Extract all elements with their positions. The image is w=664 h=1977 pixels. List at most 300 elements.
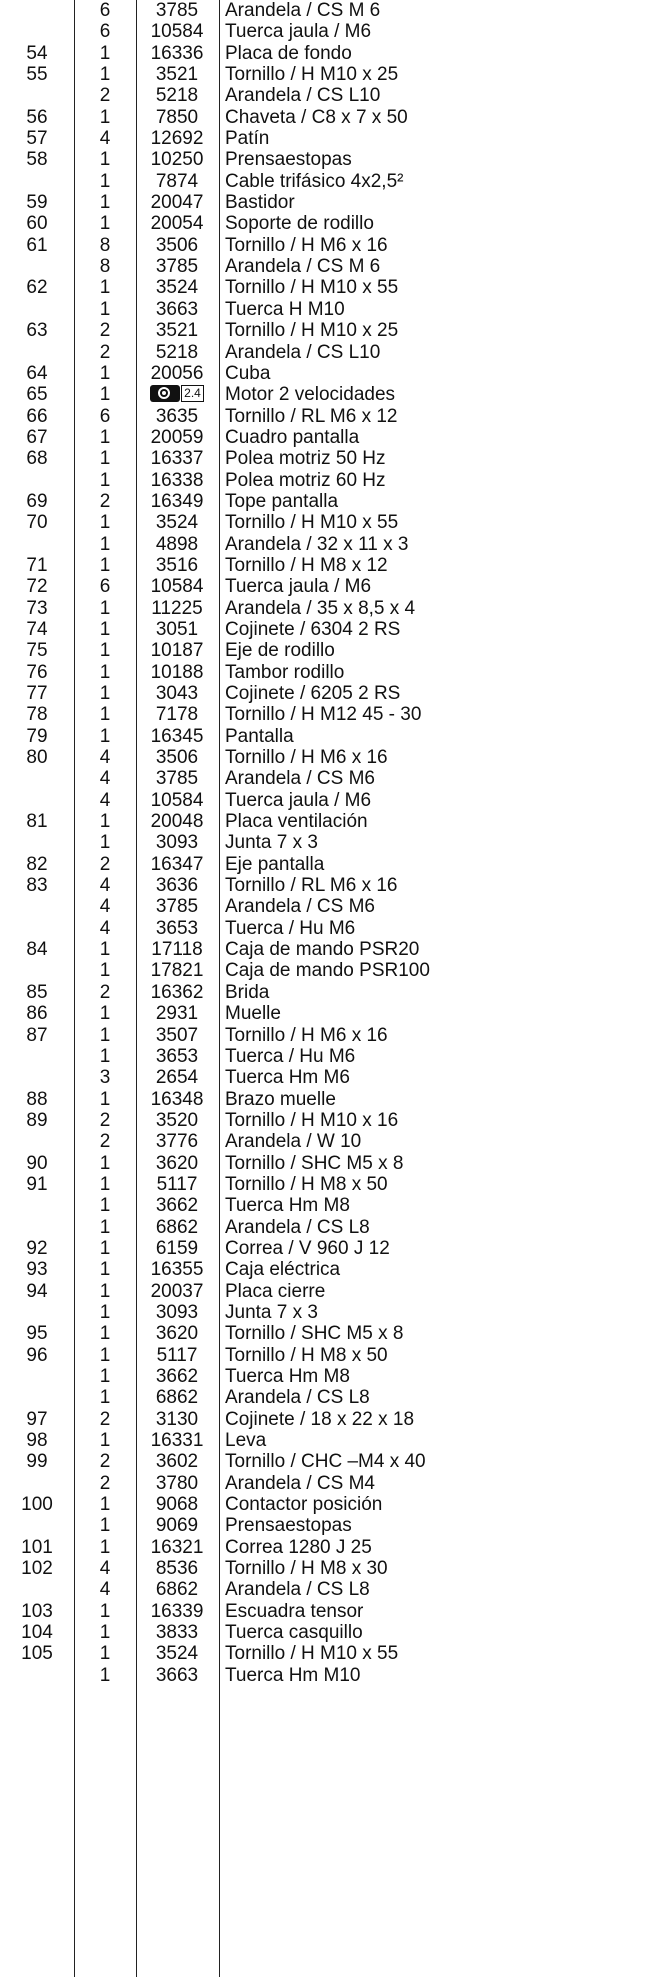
description: Cuadro pantalla xyxy=(225,426,360,448)
reference: 7178 xyxy=(155,704,199,726)
description: Tornillo / H M10 x 55 xyxy=(225,512,399,534)
table-row xyxy=(0,1174,664,1195)
table-row xyxy=(0,43,664,64)
reference: 2931 xyxy=(155,1003,199,1025)
description: Tornillo / H M6 x 16 xyxy=(225,747,388,769)
reference: 3776 xyxy=(155,1131,199,1153)
quantity: 1 xyxy=(99,1430,111,1452)
reference: 10584 xyxy=(150,21,204,43)
description: Correa 1280 J 25 xyxy=(225,1536,372,1558)
description: Arandela / 35 x 8,5 x 4 xyxy=(225,597,416,619)
description: Tornillo / H M10 x 55 xyxy=(225,1643,399,1665)
quantity: 1 xyxy=(99,277,111,299)
quantity: 4 xyxy=(99,747,111,769)
table-row xyxy=(0,427,664,448)
quantity: 1 xyxy=(99,149,111,171)
description: Leva xyxy=(225,1430,267,1452)
table-row xyxy=(0,1003,664,1024)
reference: 2654 xyxy=(155,1067,199,1089)
description: Bastidor xyxy=(225,192,295,214)
quantity: 1 xyxy=(99,640,111,662)
description: Tuerca Hm M8 xyxy=(225,1366,350,1387)
table-row xyxy=(0,1665,664,1686)
table-row xyxy=(0,213,664,234)
table-row xyxy=(0,107,664,128)
item-number: 83 xyxy=(26,875,48,897)
item-number: 95 xyxy=(26,1323,48,1345)
reference: 5218 xyxy=(155,341,199,363)
quantity: 1 xyxy=(99,42,111,64)
reference: 3051 xyxy=(155,618,199,640)
table-row xyxy=(0,64,664,85)
reference: 10188 xyxy=(150,661,204,683)
reference: 3635 xyxy=(155,405,199,427)
reference: 20047 xyxy=(150,192,204,214)
table-row xyxy=(0,918,664,939)
table-row xyxy=(0,1345,664,1366)
reference: 20056 xyxy=(150,362,204,384)
table-row xyxy=(0,1046,664,1067)
table-row xyxy=(0,448,664,469)
description: Patín xyxy=(225,128,270,150)
item-number: 69 xyxy=(26,490,48,512)
reference: 16355 xyxy=(150,1259,204,1281)
description: Tuerca jaula / M6 xyxy=(225,21,372,43)
item-number: 99 xyxy=(26,1451,48,1473)
reference: 20054 xyxy=(150,213,204,235)
reference: 3506 xyxy=(155,747,199,769)
section-code: 2.4 xyxy=(181,385,204,402)
quantity: 2 xyxy=(99,1451,111,1473)
item-number: 101 xyxy=(21,1536,53,1558)
quantity: 1 xyxy=(99,1366,111,1387)
table-row xyxy=(0,256,664,277)
item-number: 75 xyxy=(26,640,48,662)
reference: 16331 xyxy=(150,1430,204,1452)
reference: 3785 xyxy=(155,0,199,21)
quantity: 8 xyxy=(99,256,111,278)
quantity: 1 xyxy=(99,704,111,726)
item-number: 90 xyxy=(26,1152,48,1174)
reference: 3524 xyxy=(155,512,199,534)
table-row xyxy=(0,128,664,149)
reference: 16345 xyxy=(150,725,204,747)
item-number: 89 xyxy=(26,1109,48,1131)
reference-see-section xyxy=(150,383,204,404)
table-row xyxy=(0,299,664,320)
quantity: 4 xyxy=(99,917,111,939)
reference: 3653 xyxy=(155,917,199,939)
quantity: 1 xyxy=(99,533,111,555)
quantity: 4 xyxy=(99,768,111,790)
description: Escuadra tensor xyxy=(225,1600,364,1622)
reference: 4898 xyxy=(155,533,199,555)
table-row xyxy=(0,342,664,363)
reference: 3524 xyxy=(155,1643,199,1665)
reference: 16362 xyxy=(150,981,204,1003)
quantity: 1 xyxy=(99,1643,111,1665)
item-number: 55 xyxy=(26,64,48,86)
description: Tornillo / H M12 45 - 30 xyxy=(225,704,422,726)
item-number: 58 xyxy=(26,149,48,171)
table-row xyxy=(0,21,664,42)
description: Tornillo / H M10 x 16 xyxy=(225,1109,399,1131)
quantity: 8 xyxy=(99,234,111,256)
item-number: 59 xyxy=(26,192,48,214)
quantity: 2 xyxy=(99,1408,111,1430)
reference: 3833 xyxy=(155,1622,199,1644)
description: Tuerca / Hu M6 xyxy=(225,1045,356,1067)
description: Tornillo / RL M6 x 16 xyxy=(225,875,398,897)
item-number: 84 xyxy=(26,939,48,961)
reference: 7850 xyxy=(155,106,199,128)
description: Arandela / CS L10 xyxy=(225,85,381,107)
item-number: 87 xyxy=(26,1024,48,1046)
table-row xyxy=(0,811,664,832)
table-row xyxy=(0,896,664,917)
table-row xyxy=(0,1494,664,1515)
description: Arandela / CS M 6 xyxy=(225,0,381,21)
item-number: 97 xyxy=(26,1408,48,1430)
table-row xyxy=(0,1473,664,1494)
description: Correa / V 960 J 12 xyxy=(225,1237,390,1259)
item-number: 93 xyxy=(26,1259,48,1281)
reference: 16349 xyxy=(150,490,204,512)
reference: 6862 xyxy=(155,1579,199,1601)
description: Cojinete / 6304 2 RS xyxy=(225,618,401,640)
description: Arandela / CS M6 xyxy=(225,768,375,790)
quantity: 3 xyxy=(99,1067,111,1089)
table-row xyxy=(0,171,664,192)
reference: 3520 xyxy=(155,1109,199,1131)
reference: 17821 xyxy=(150,960,204,982)
description: Polea motriz 60 Hz xyxy=(225,469,386,491)
description: Caja de mando PSR20 xyxy=(225,939,420,961)
reference: 16348 xyxy=(150,1088,204,1110)
table-row xyxy=(0,854,664,875)
item-number: 68 xyxy=(26,448,48,470)
item-number: 56 xyxy=(26,106,48,128)
description: Muelle xyxy=(225,1003,281,1025)
reference xyxy=(136,384,218,405)
description: Prensaestopas xyxy=(225,149,352,171)
quantity: 1 xyxy=(99,298,111,320)
quantity: 1 xyxy=(99,384,111,406)
reference: 8536 xyxy=(155,1558,199,1580)
description: Tuerca jaula / M6 xyxy=(225,576,372,598)
table-row xyxy=(0,576,664,597)
quantity: 1 xyxy=(99,939,111,961)
table-row xyxy=(0,1259,664,1280)
item-number: 76 xyxy=(26,661,48,683)
table-row xyxy=(0,1622,664,1643)
item-number: 88 xyxy=(26,1088,48,1110)
reference: 10584 xyxy=(150,789,204,811)
description: Tope pantalla xyxy=(225,490,339,512)
table-row xyxy=(0,1643,664,1664)
description: Tuerca H M10 xyxy=(225,298,345,320)
description: Eje pantalla xyxy=(225,853,325,875)
reference: 3663 xyxy=(155,1664,199,1686)
table-row xyxy=(0,384,664,405)
item-number: 61 xyxy=(26,234,48,256)
item-number: 102 xyxy=(21,1558,53,1580)
quantity: 1 xyxy=(99,1173,111,1195)
quantity: 1 xyxy=(99,170,111,192)
description: Arandela / CS L10 xyxy=(225,341,381,363)
item-number: 81 xyxy=(26,811,48,833)
table-row xyxy=(0,1238,664,1259)
quantity: 2 xyxy=(99,853,111,875)
quantity: 1 xyxy=(99,1494,111,1516)
description: Arandela / CS L8 xyxy=(225,1216,370,1238)
reference: 3043 xyxy=(155,683,199,704)
reference: 3785 xyxy=(155,896,199,918)
description: Caja eléctrica xyxy=(225,1259,341,1281)
description: Placa ventilación xyxy=(225,811,368,833)
table-row xyxy=(0,704,664,725)
item-number: 105 xyxy=(21,1643,53,1665)
reference: 9069 xyxy=(155,1515,199,1537)
reference: 3093 xyxy=(155,1301,199,1323)
quantity: 4 xyxy=(99,1558,111,1580)
quantity: 6 xyxy=(99,0,111,21)
table-row xyxy=(0,534,664,555)
table-row xyxy=(0,235,664,256)
quantity: 1 xyxy=(99,448,111,470)
quantity: 1 xyxy=(99,683,111,704)
reference: 9068 xyxy=(155,1494,199,1516)
item-number: 79 xyxy=(26,725,48,747)
description: Brazo muelle xyxy=(225,1088,336,1110)
quantity: 1 xyxy=(99,597,111,619)
table-row xyxy=(0,277,664,298)
description: Placa cierre xyxy=(225,1280,326,1302)
table-row xyxy=(0,662,664,683)
item-number: 94 xyxy=(26,1280,48,1302)
quantity: 1 xyxy=(99,1259,111,1281)
reference: 3620 xyxy=(155,1152,199,1174)
item-number: 72 xyxy=(26,576,48,598)
quantity: 1 xyxy=(99,1152,111,1174)
table-row xyxy=(0,960,664,981)
item-number: 80 xyxy=(26,747,48,769)
quantity: 1 xyxy=(99,1195,111,1217)
description: Arandela / W 10 xyxy=(225,1131,362,1153)
description: Cuba xyxy=(225,362,271,384)
item-number: 100 xyxy=(21,1494,53,1516)
quantity: 1 xyxy=(99,811,111,833)
quantity: 1 xyxy=(99,1003,111,1025)
description: Tornillo / H M6 x 16 xyxy=(225,1024,388,1046)
item-number: 103 xyxy=(21,1600,53,1622)
table-row xyxy=(0,1430,664,1451)
reference: 20048 xyxy=(150,811,204,833)
description: Arandela / CS L8 xyxy=(225,1387,370,1409)
item-number: 78 xyxy=(26,704,48,726)
table-row xyxy=(0,1323,664,1344)
table-row xyxy=(0,1131,664,1152)
quantity: 1 xyxy=(99,106,111,128)
description: Arandela / CS M4 xyxy=(225,1472,375,1494)
eye-icon xyxy=(150,385,180,402)
quantity: 1 xyxy=(99,1280,111,1302)
item-number: 82 xyxy=(26,853,48,875)
description: Placa de fondo xyxy=(225,42,352,64)
description: Tornillo / RL M6 x 12 xyxy=(225,405,398,427)
table-row xyxy=(0,1558,664,1579)
item-number: 96 xyxy=(26,1344,48,1366)
description: Tornillo / H M10 x 25 xyxy=(225,64,399,86)
description: Junta 7 x 3 xyxy=(225,1301,318,1323)
table-row xyxy=(0,768,664,789)
description: Tornillo / SHC M5 x 8 xyxy=(225,1152,404,1174)
reference: 7874 xyxy=(155,170,199,192)
reference: 6862 xyxy=(155,1216,199,1238)
table-row xyxy=(0,1025,664,1046)
description: Tornillo / H M8 x 50 xyxy=(225,1344,388,1366)
reference: 3516 xyxy=(155,554,199,576)
reference: 5117 xyxy=(156,1173,198,1195)
quantity: 2 xyxy=(99,1109,111,1131)
item-number: 74 xyxy=(26,618,48,640)
reference: 3602 xyxy=(155,1451,199,1473)
table-row xyxy=(0,726,664,747)
reference: 16336 xyxy=(150,42,204,64)
item-number: 65 xyxy=(26,384,48,406)
table-row xyxy=(0,192,664,213)
description: Tuerca / Hu M6 xyxy=(225,917,356,939)
item-number: 66 xyxy=(26,405,48,427)
quantity: 1 xyxy=(99,1045,111,1067)
table-row xyxy=(0,1601,664,1622)
reference: 12692 xyxy=(150,128,204,150)
description: Tornillo / CHC –M4 x 40 xyxy=(225,1451,426,1473)
item-number: 77 xyxy=(26,683,48,704)
quantity: 2 xyxy=(99,490,111,512)
description: Motor 2 velocidades xyxy=(225,384,396,406)
table-row xyxy=(0,832,664,853)
item-number: 92 xyxy=(26,1237,48,1259)
reference: 3506 xyxy=(155,234,199,256)
reference: 16321 xyxy=(150,1536,204,1558)
table-row xyxy=(0,320,664,341)
table-row xyxy=(0,790,664,811)
table-row xyxy=(0,1451,664,1472)
quantity: 1 xyxy=(99,1301,111,1323)
quantity: 1 xyxy=(99,1622,111,1644)
quantity: 1 xyxy=(99,1344,111,1366)
description: Prensaestopas xyxy=(225,1515,352,1537)
reference: 5117 xyxy=(156,1344,198,1366)
quantity: 1 xyxy=(99,554,111,576)
description: Soporte de rodillo xyxy=(225,213,374,235)
reference: 3130 xyxy=(155,1408,199,1430)
table-row xyxy=(0,470,664,491)
item-number: 64 xyxy=(26,362,48,384)
quantity: 2 xyxy=(99,320,111,342)
description: Pantalla xyxy=(225,725,294,747)
quantity: 1 xyxy=(99,1237,111,1259)
table-row xyxy=(0,1537,664,1558)
description: Eje de rodillo xyxy=(225,640,335,662)
reference: 5218 xyxy=(155,85,199,107)
reference: 3620 xyxy=(155,1323,199,1345)
quantity: 1 xyxy=(99,832,111,854)
item-number: 54 xyxy=(26,42,48,64)
quantity: 4 xyxy=(99,875,111,897)
table-row xyxy=(0,1217,664,1238)
reference: 3524 xyxy=(155,277,199,299)
quantity: 6 xyxy=(99,21,111,43)
table-row xyxy=(0,1281,664,1302)
item-number: 70 xyxy=(26,512,48,534)
description: Brida xyxy=(225,981,270,1003)
item-number: 104 xyxy=(21,1622,53,1644)
quantity: 2 xyxy=(99,85,111,107)
description: Arandela / 32 x 11 x 3 xyxy=(225,533,409,555)
description: Tambor rodillo xyxy=(225,661,345,683)
reference: 3093 xyxy=(155,832,199,854)
quantity: 1 xyxy=(99,1664,111,1686)
quantity: 4 xyxy=(99,896,111,918)
reference: 3653 xyxy=(155,1045,199,1067)
quantity: 1 xyxy=(99,1024,111,1046)
description: Chaveta / C8 x 7 x 50 xyxy=(225,106,408,128)
table-row xyxy=(0,747,664,768)
item-number: 67 xyxy=(26,426,48,448)
table-row xyxy=(0,640,664,661)
table-row xyxy=(0,491,664,512)
quantity: 2 xyxy=(99,1131,111,1153)
description: Junta 7 x 3 xyxy=(225,832,318,854)
quantity: 4 xyxy=(99,789,111,811)
description: Caja de mando PSR100 xyxy=(225,960,430,982)
description: Polea motriz 50 Hz xyxy=(225,448,386,470)
quantity: 1 xyxy=(99,1536,111,1558)
table-row xyxy=(0,1302,664,1323)
table-row xyxy=(0,406,664,427)
quantity: 2 xyxy=(99,1472,111,1494)
quantity: 1 xyxy=(99,960,111,982)
reference: 3780 xyxy=(155,1472,199,1494)
table-row xyxy=(0,982,664,1003)
description: Arandela / CS M 6 xyxy=(225,256,381,278)
description: Tuerca Hm M6 xyxy=(225,1067,350,1089)
reference: 11225 xyxy=(151,597,203,619)
table-row xyxy=(0,1409,664,1430)
table-row xyxy=(0,0,664,21)
reference: 3636 xyxy=(155,875,199,897)
quantity: 4 xyxy=(99,128,111,150)
table-row xyxy=(0,85,664,106)
quantity: 1 xyxy=(99,1387,111,1409)
reference: 20059 xyxy=(150,426,204,448)
item-number: 57 xyxy=(26,128,48,150)
quantity: 1 xyxy=(99,1600,111,1622)
quantity: 1 xyxy=(99,1323,111,1345)
item-number: 86 xyxy=(26,1003,48,1025)
table-row xyxy=(0,619,664,640)
reference: 3785 xyxy=(155,768,199,790)
table-row xyxy=(0,1366,664,1387)
item-number: 63 xyxy=(26,320,48,342)
item-number: 71 xyxy=(26,554,48,576)
table-row xyxy=(0,1110,664,1131)
description: Tuerca jaula / M6 xyxy=(225,789,372,811)
reference: 16339 xyxy=(150,1600,204,1622)
description: Cojinete / 6205 2 RS xyxy=(225,683,401,704)
